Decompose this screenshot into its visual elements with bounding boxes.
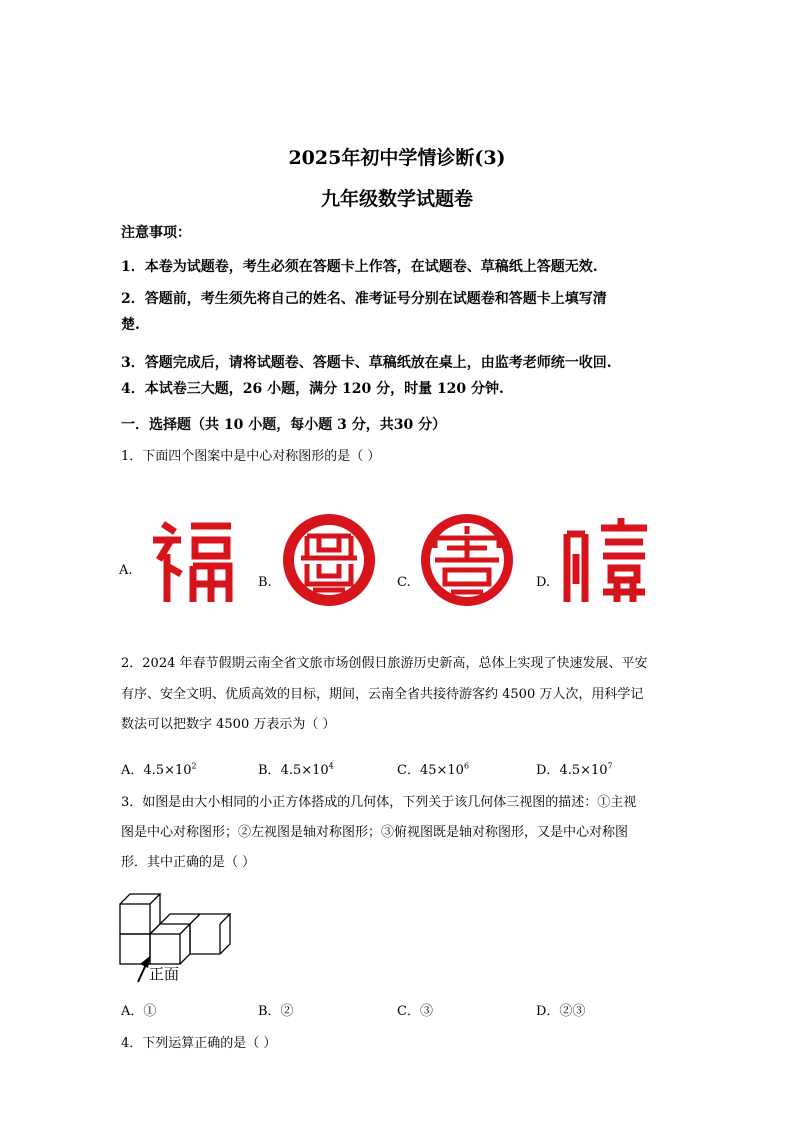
option-label: D．②③ xyxy=(536,1004,586,1019)
option-label: B．② xyxy=(258,1004,294,1019)
notice-item: 1．本卷为试题卷，考生必须在答题卡上作答，在试题卷、草稿纸上答题无效. xyxy=(121,259,598,275)
option-a: A．$4.5\times 10^2$ xyxy=(121,761,197,778)
option-label: A. xyxy=(119,563,133,578)
question-text: 2．2024 年春节假期云南全省文旅市场创假日旅游历史新高，总体上实现了快速发展、平安 xyxy=(121,656,648,671)
section-heading: 一．选择题（共 10 小题，每小题 3 分，共30 分） xyxy=(121,417,447,433)
option-label: A．① xyxy=(121,1004,157,1019)
question-text: 有序、安全文明、优质高效的目标，期间，云南全省共接待游客约 4500 万人次，用科学记 xyxy=(121,687,644,702)
notice-item: 楚. xyxy=(121,317,140,333)
question-text: 数法可以把数字 4500 万表示为（ ） xyxy=(121,717,336,732)
figure-label: 正面 xyxy=(149,965,180,983)
page-subtitle: 九年级数学试题卷 xyxy=(320,188,473,210)
shou-seal-icon xyxy=(421,514,513,606)
fu-seal-icon xyxy=(145,514,237,606)
option-d: D．$4.5\times 10^7$ xyxy=(536,761,613,778)
option-b: B．$4.5\times 10^4$ xyxy=(258,761,334,778)
question-text: 图是中心对称图形；②左视图是轴对称图形；③俯视图既是轴对称图形，又是中心对称图 xyxy=(121,825,629,840)
xi-seal-icon xyxy=(561,514,653,606)
lu-seal-icon xyxy=(283,514,375,606)
option-label: D. xyxy=(536,575,551,590)
notice-heading: 注意事项： xyxy=(121,225,191,241)
question-text: 3．如图是由大小相同的小正方体搭成的几何体，下列关于该几何体三视图的描述：①主视 xyxy=(121,795,637,810)
option-label: C. xyxy=(397,575,411,590)
notice-item: 3．答题完成后，请将试题卷、答题卡、草稿纸放在桌上，由监考老师统一收回. xyxy=(121,355,612,371)
question-stem: 4．下列运算正确的是（ ） xyxy=(121,1036,277,1051)
question-stem: 1．下面四个图案中是中心对称图形的是（ ） xyxy=(121,449,381,464)
page-title: 2025年初中学情诊断(3) xyxy=(288,147,506,169)
notice-item: 4．本试卷三大题，26 小题，满分 120 分，时量 120 分钟. xyxy=(121,381,504,397)
option-c: C．$45\times 10^6$ xyxy=(397,761,470,778)
notice-item: 2．答题前，考生须先将自己的姓名、准考证号分别在试题卷和答题卡上填写清 xyxy=(121,291,607,307)
option-label: B. xyxy=(258,575,272,590)
option-label: C．③ xyxy=(397,1004,433,1019)
question-text: 形．其中正确的是（ ） xyxy=(121,855,256,870)
